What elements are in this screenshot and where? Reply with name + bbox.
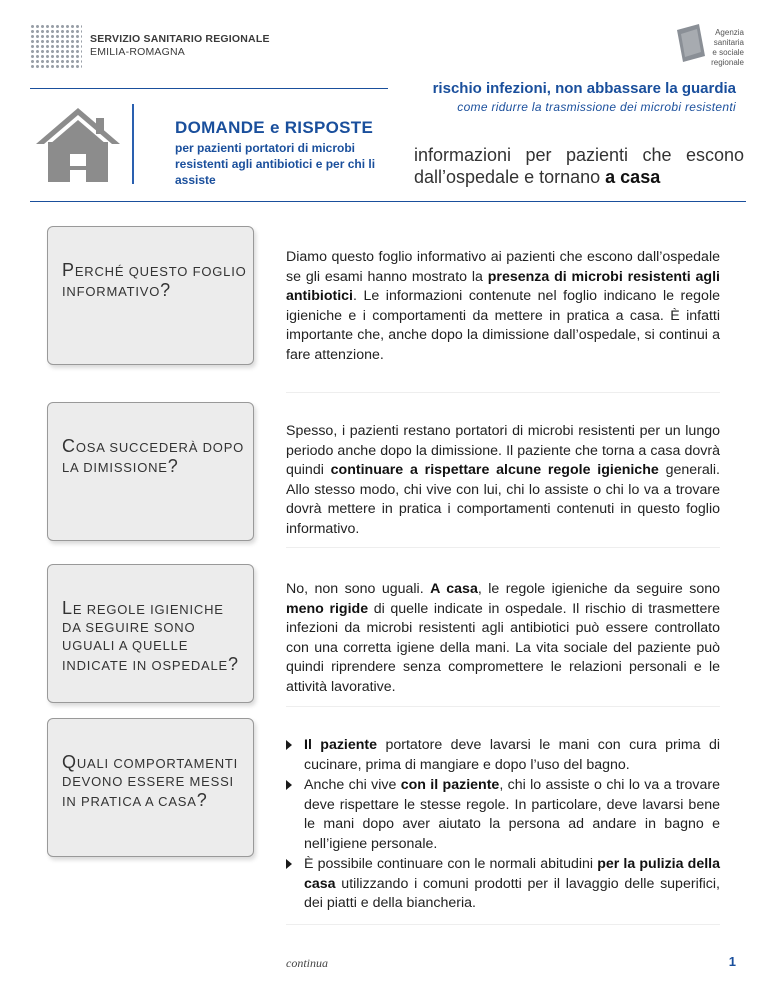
dot-grid-icon: [30, 24, 82, 68]
question-box-4: [47, 718, 254, 857]
info-heading: informazioni per pazienti che escono dall’ospedale e tornano a casa: [414, 145, 744, 187]
page-title: DOMANDE e RISPOSTE: [175, 118, 374, 137]
list-item: È possibile continuare con le normali abitudini per la pulizia della casa utilizzando i comuni prodotti per il lavaggio delle superifici, dei piatti e della biancheria.: [286, 855, 720, 914]
question-box-3: [47, 564, 254, 703]
question-4: QUALI COMPORTAMENTI DEVONO ESSERE MESSI IN PRATICA A CASA?: [62, 752, 239, 810]
page-subtitle: per pazienti portatori di microbi resistenti agli antibiotici e per chi li assiste: [175, 141, 376, 187]
continue-note: continua: [286, 956, 328, 970]
agency-text: Agenzia sanitaria e sociale regionale: [711, 28, 744, 67]
separator: [286, 924, 720, 925]
page-number: 1: [728, 954, 736, 969]
question-3: LE REGOLE IGIENICHE DA SEGUIRE SONO UGUALI A QUELLE INDICATE IN OSPEDALE?: [62, 598, 239, 674]
answer-2: Spesso, i pazienti restano portatori di microbi resistenti per un lungo periodo anche dopo la dimissione. Il paziente che torna a casa dovrà quindi continuare a rispettare alcune regole igieniche generali. Allo stesso modo, chi vive con lui, chi lo assiste o chi lo va a trovare dovrà mettere in pratica i comportamenti contenuti in questo foglio informativo.: [286, 423, 720, 537]
list-item: Il paziente portatore deve lavarsi le mani con cura prima di cucinare, prima di mangiare e dopo l’uso del bagno.: [286, 736, 720, 775]
separator: [286, 547, 720, 548]
answer-4: [286, 736, 720, 915]
agency-logo: [671, 22, 744, 68]
campaign-title: rischio infezioni, non abbassare la guardia: [432, 80, 736, 97]
answer-1: Diamo questo foglio informativo ai pazienti che escono dall’ospedale se gli esami hanno mostrato la presenza di microbi resistenti agli antibiotici. Le informazioni contenute nel foglio indicano le regole igieniche e i comportamenti da mettere in pratica a casa. È infatti importante che, anche dopo la dimissione dall’ospedale, si continui a fare attenzione.: [286, 249, 720, 363]
question-box-1: [47, 226, 254, 365]
banner-rule: [30, 88, 388, 89]
question-box-2: [47, 402, 254, 541]
header-rule: [30, 201, 746, 202]
campaign-subtitle: come ridurre la trasmissione dei microbi resistenti: [457, 100, 736, 114]
banner-divider: [132, 104, 134, 184]
bullet-icon: [286, 859, 292, 869]
separator: [286, 392, 720, 393]
org-line-2: EMILIA-ROMAGNA: [90, 46, 185, 58]
bullet-icon: [286, 740, 292, 750]
question-1: PERCHÉ QUESTO FOGLIO INFORMATIVO?: [62, 260, 247, 300]
separator: [286, 706, 720, 707]
question-2: COSA SUCCEDERÀ DOPO LA DIMISSIONE?: [62, 436, 245, 476]
answer-3: No, non sono uguali. A casa, le regole igieniche da seguire sono meno rigide di quelle indicate in ospedale. Il rischio di trasmettere infezioni da microbi resistenti agli antibiotici può essere controllato con una corretta igiene della mani. La vita sociale del paziente può quindi riprendere senza compromettere le relazioni personali e le attività lavorative.: [286, 581, 721, 695]
org-line-1: SERVIZIO SANITARIO REGIONALE: [90, 33, 270, 45]
list-item: Anche chi vive con il paziente, chi lo assiste o chi lo va a trovare deve rispettare le stesse regole. In particolare, deve lavarsi bene le mani dopo aver aiutato la persona ad andare in bagno e nell’igiene personale.: [286, 776, 720, 854]
house-icon: [30, 104, 126, 186]
agency-emblem-icon: [671, 22, 709, 64]
bullet-icon: [286, 780, 292, 790]
ssr-logo: [30, 24, 270, 68]
